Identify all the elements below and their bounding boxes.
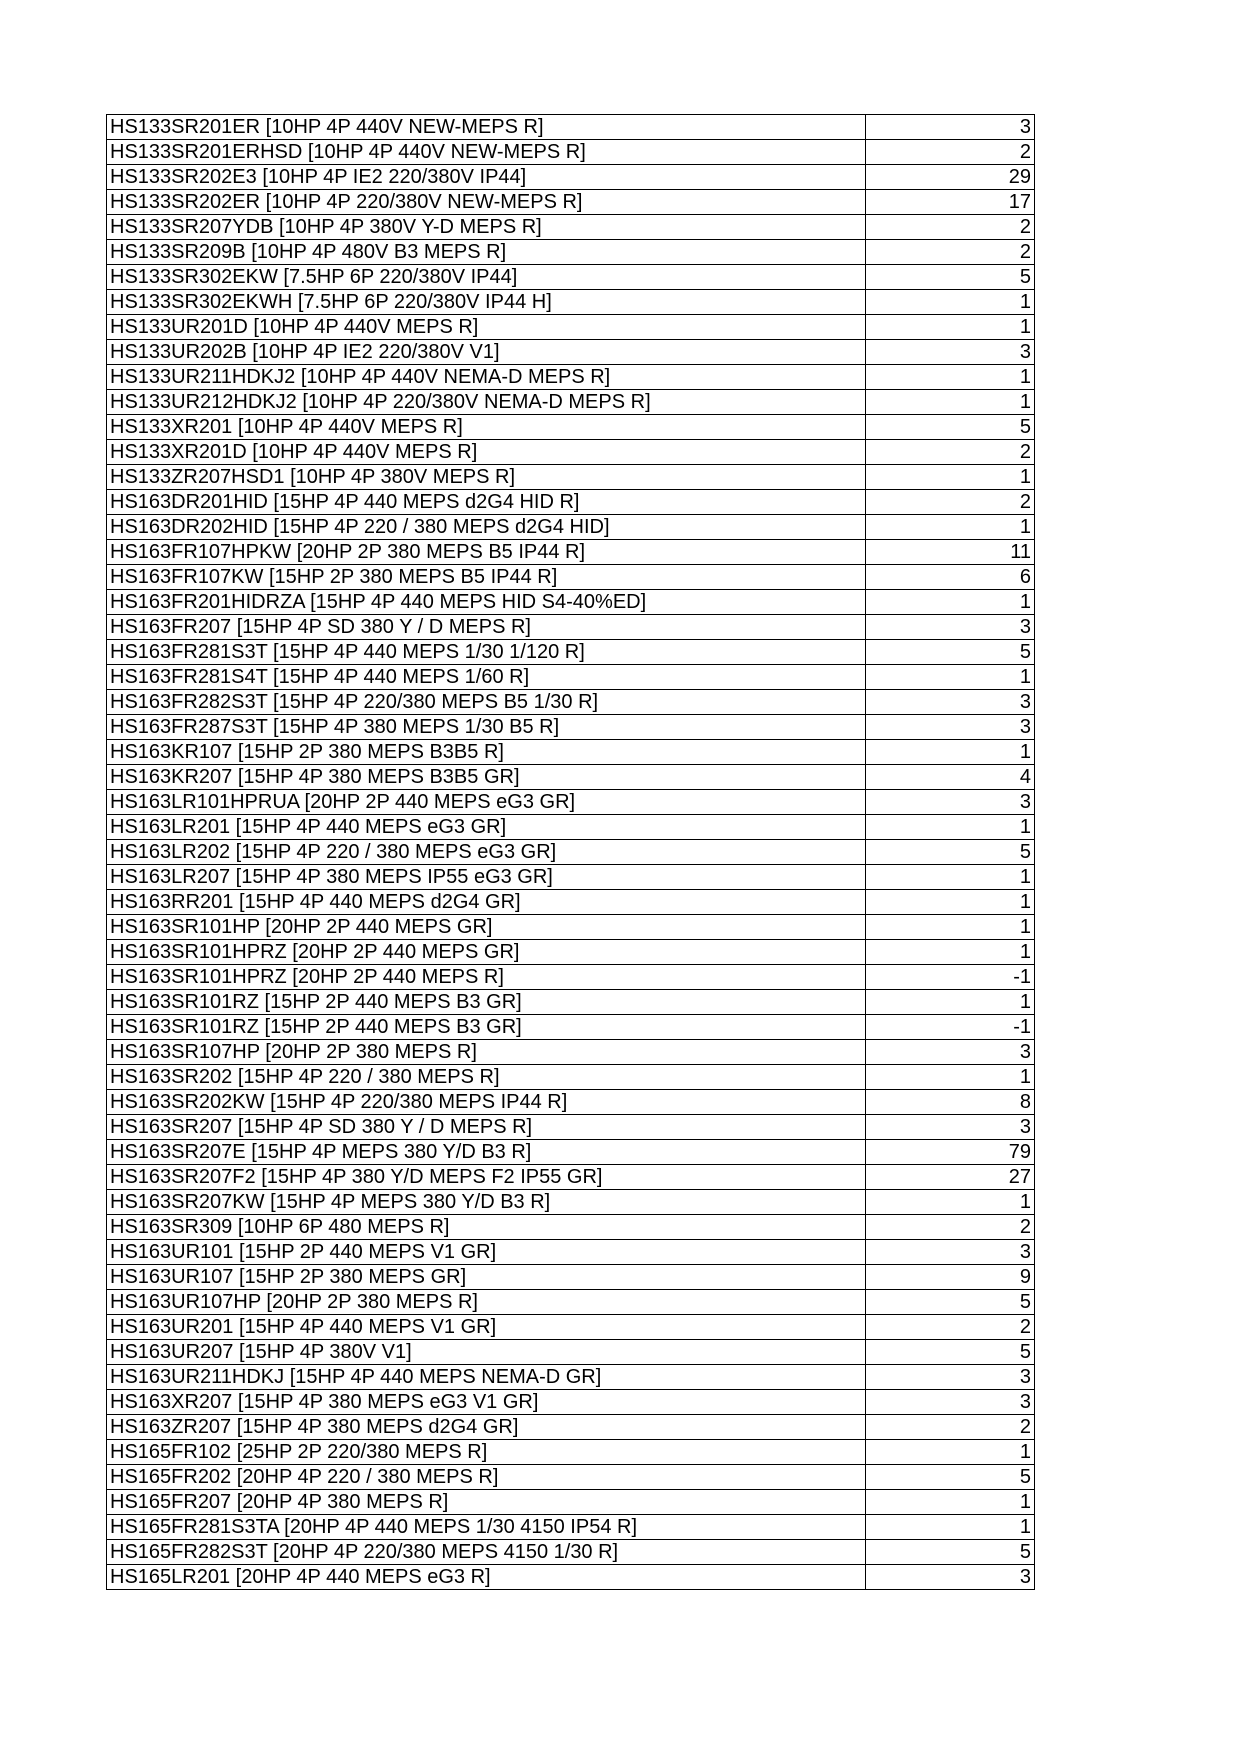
item-description-cell: HS163SR107HP [20HP 2P 380 MEPS R] — [107, 1040, 866, 1065]
table-row — [107, 1240, 1035, 1265]
quantity-cell: 5 — [866, 265, 1035, 290]
quantity-cell: 3 — [866, 715, 1035, 740]
quantity-cell: 1 — [866, 815, 1035, 840]
item-description-cell: HS163FR207 [15HP 4P SD 380 Y / D MEPS R] — [107, 615, 866, 640]
quantity-cell: 11 — [866, 540, 1035, 565]
quantity-cell: 3 — [866, 1565, 1035, 1590]
table-row — [107, 440, 1035, 465]
quantity-cell: 1 — [866, 390, 1035, 415]
quantity-cell: 2 — [866, 440, 1035, 465]
item-description-cell: HS133ZR207HSD1 [10HP 4P 380V MEPS R] — [107, 465, 866, 490]
quantity-cell: 5 — [866, 1340, 1035, 1365]
quantity-cell: 2 — [866, 140, 1035, 165]
table-row — [107, 1415, 1035, 1440]
table-row — [107, 1340, 1035, 1365]
item-description-cell: HS163SR207KW [15HP 4P MEPS 380 Y/D B3 R] — [107, 1190, 866, 1215]
quantity-cell: 1 — [866, 740, 1035, 765]
table-row — [107, 1015, 1035, 1040]
table-row — [107, 1265, 1035, 1290]
item-description-cell: HS165FR281S3TA [20HP 4P 440 MEPS 1/30 4150 IP54 R] — [107, 1515, 866, 1540]
item-description-cell: HS163SR202 [15HP 4P 220 / 380 MEPS R] — [107, 1065, 866, 1090]
table-row — [107, 665, 1035, 690]
item-description-cell: HS163UR107 [15HP 2P 380 MEPS GR] — [107, 1265, 866, 1290]
item-description-cell: HS163SR309 [10HP 6P 480 MEPS R] — [107, 1215, 866, 1240]
item-description-cell: HS165FR207 [20HP 4P 380 MEPS R] — [107, 1490, 866, 1515]
item-description-cell: HS163LR202 [15HP 4P 220 / 380 MEPS eG3 GR] — [107, 840, 866, 865]
item-description-cell: HS163ZR207 [15HP 4P 380 MEPS d2G4 GR] — [107, 1415, 866, 1440]
item-description-cell: HS163SR207F2 [15HP 4P 380 Y/D MEPS F2 IP55 GR] — [107, 1165, 866, 1190]
table-row — [107, 865, 1035, 890]
table-row — [107, 1165, 1035, 1190]
table-row — [107, 340, 1035, 365]
table-row — [107, 790, 1035, 815]
table-row — [107, 1515, 1035, 1540]
inventory-table-body — [107, 115, 1035, 1590]
quantity-cell: 3 — [866, 340, 1035, 365]
item-description-cell: HS133SR202ER [10HP 4P 220/380V NEW-MEPS R] — [107, 190, 866, 215]
item-description-cell: HS133UR202B [10HP 4P IE2 220/380V V1] — [107, 340, 866, 365]
quantity-cell: 3 — [866, 790, 1035, 815]
table-row — [107, 890, 1035, 915]
table-row — [107, 315, 1035, 340]
item-description-cell: HS133SR201ERHSD [10HP 4P 440V NEW-MEPS R] — [107, 140, 866, 165]
table-row — [107, 165, 1035, 190]
item-description-cell: HS163FR281S3T [15HP 4P 440 MEPS 1/30 1/120 R] — [107, 640, 866, 665]
quantity-cell: 1 — [866, 1190, 1035, 1215]
item-description-cell: HS163UR211HDKJ [15HP 4P 440 MEPS NEMA-D GR] — [107, 1365, 866, 1390]
item-description-cell: HS163KR107 [15HP 2P 380 MEPS B3B5 R] — [107, 740, 866, 765]
table-row — [107, 1540, 1035, 1565]
quantity-cell: 5 — [866, 415, 1035, 440]
quantity-cell: 3 — [866, 1115, 1035, 1140]
item-description-cell: HS163UR201 [15HP 4P 440 MEPS V1 GR] — [107, 1315, 866, 1340]
quantity-cell: -1 — [866, 1015, 1035, 1040]
quantity-cell: 1 — [866, 1440, 1035, 1465]
quantity-cell: 4 — [866, 765, 1035, 790]
quantity-cell: 5 — [866, 1290, 1035, 1315]
table-row — [107, 290, 1035, 315]
item-description-cell: HS133SR207YDB [10HP 4P 380V Y-D MEPS R] — [107, 215, 866, 240]
quantity-cell: 3 — [866, 1240, 1035, 1265]
table-row — [107, 615, 1035, 640]
table-row — [107, 265, 1035, 290]
item-description-cell: HS163SR101HP [20HP 2P 440 MEPS GR] — [107, 915, 866, 940]
quantity-cell: 2 — [866, 490, 1035, 515]
table-row — [107, 1490, 1035, 1515]
item-description-cell: HS163SR101HPRZ [20HP 2P 440 MEPS GR] — [107, 940, 866, 965]
table-row — [107, 240, 1035, 265]
item-description-cell: HS133SR201ER [10HP 4P 440V NEW-MEPS R] — [107, 115, 866, 140]
item-description-cell: HS165FR102 [25HP 2P 220/380 MEPS R] — [107, 1440, 866, 1465]
quantity-cell: 3 — [866, 1040, 1035, 1065]
item-description-cell: HS163SR207 [15HP 4P SD 380 Y / D MEPS R] — [107, 1115, 866, 1140]
quantity-cell: 29 — [866, 165, 1035, 190]
quantity-cell: 1 — [866, 590, 1035, 615]
quantity-cell: 3 — [866, 1390, 1035, 1415]
quantity-cell: 1 — [866, 1490, 1035, 1515]
table-row — [107, 215, 1035, 240]
quantity-cell: -1 — [866, 965, 1035, 990]
quantity-cell: 1 — [866, 665, 1035, 690]
quantity-cell: 1 — [866, 465, 1035, 490]
quantity-cell: 1 — [866, 365, 1035, 390]
table-row — [107, 515, 1035, 540]
table-row — [107, 990, 1035, 1015]
quantity-cell: 1 — [866, 515, 1035, 540]
table-row — [107, 115, 1035, 140]
inventory-table — [106, 114, 1035, 1590]
table-row — [107, 815, 1035, 840]
quantity-cell: 1 — [866, 890, 1035, 915]
item-description-cell: HS133SR302EKWH [7.5HP 6P 220/380V IP44 H] — [107, 290, 866, 315]
table-row — [107, 1565, 1035, 1590]
quantity-cell: 8 — [866, 1090, 1035, 1115]
item-description-cell: HS163LR201 [15HP 4P 440 MEPS eG3 GR] — [107, 815, 866, 840]
item-description-cell: HS163FR201HIDRZA [15HP 4P 440 MEPS HID S4-40%ED] — [107, 590, 866, 615]
item-description-cell: HS163UR101 [15HP 2P 440 MEPS V1 GR] — [107, 1240, 866, 1265]
table-row — [107, 1390, 1035, 1415]
table-row — [107, 140, 1035, 165]
table-row — [107, 1365, 1035, 1390]
quantity-cell: 79 — [866, 1140, 1035, 1165]
table-row — [107, 1315, 1035, 1340]
table-row — [107, 590, 1035, 615]
table-row — [107, 1215, 1035, 1240]
table-row — [107, 715, 1035, 740]
item-description-cell: HS133UR201D [10HP 4P 440V MEPS R] — [107, 315, 866, 340]
table-row — [107, 1115, 1035, 1140]
item-description-cell: HS133SR302EKW [7.5HP 6P 220/380V IP44] — [107, 265, 866, 290]
table-row — [107, 690, 1035, 715]
quantity-cell: 3 — [866, 690, 1035, 715]
quantity-cell: 1 — [866, 915, 1035, 940]
quantity-cell: 1 — [866, 315, 1035, 340]
quantity-cell: 1 — [866, 290, 1035, 315]
item-description-cell: HS133UR211HDKJ2 [10HP 4P 440V NEMA-D MEPS R] — [107, 365, 866, 390]
item-description-cell: HS163FR282S3T [15HP 4P 220/380 MEPS B5 1/30 R] — [107, 690, 866, 715]
item-description-cell: HS163XR207 [15HP 4P 380 MEPS eG3 V1 GR] — [107, 1390, 866, 1415]
quantity-cell: 3 — [866, 115, 1035, 140]
item-description-cell: HS165FR202 [20HP 4P 220 / 380 MEPS R] — [107, 1465, 866, 1490]
item-description-cell: HS163FR281S4T [15HP 4P 440 MEPS 1/60 R] — [107, 665, 866, 690]
table-row — [107, 1090, 1035, 1115]
table-row — [107, 490, 1035, 515]
quantity-cell: 9 — [866, 1265, 1035, 1290]
quantity-cell: 5 — [866, 1465, 1035, 1490]
table-row — [107, 765, 1035, 790]
quantity-cell: 1 — [866, 865, 1035, 890]
item-description-cell: HS163SR207E [15HP 4P MEPS 380 Y/D B3 R] — [107, 1140, 866, 1165]
item-description-cell: HS163DR202HID [15HP 4P 220 / 380 MEPS d2G4 HID] — [107, 515, 866, 540]
item-description-cell: HS163SR202KW [15HP 4P 220/380 MEPS IP44 R] — [107, 1090, 866, 1115]
quantity-cell: 1 — [866, 1515, 1035, 1540]
quantity-cell: 5 — [866, 840, 1035, 865]
quantity-cell: 3 — [866, 1365, 1035, 1390]
quantity-cell: 3 — [866, 615, 1035, 640]
table-row — [107, 640, 1035, 665]
table-row — [107, 740, 1035, 765]
quantity-cell: 1 — [866, 940, 1035, 965]
item-description-cell: HS133SR202E3 [10HP 4P IE2 220/380V IP44] — [107, 165, 866, 190]
item-description-cell: HS163SR101HPRZ [20HP 2P 440 MEPS R] — [107, 965, 866, 990]
table-row — [107, 415, 1035, 440]
item-description-cell: HS133SR209B [10HP 4P 480V B3 MEPS R] — [107, 240, 866, 265]
table-row — [107, 965, 1035, 990]
table-row — [107, 1190, 1035, 1215]
item-description-cell: HS133XR201D [10HP 4P 440V MEPS R] — [107, 440, 866, 465]
table-row — [107, 940, 1035, 965]
item-description-cell: HS163FR107KW [15HP 2P 380 MEPS B5 IP44 R] — [107, 565, 866, 590]
item-description-cell: HS133UR212HDKJ2 [10HP 4P 220/380V NEMA-D MEPS R] — [107, 390, 866, 415]
item-description-cell: HS163RR201 [15HP 4P 440 MEPS d2G4 GR] — [107, 890, 866, 915]
item-description-cell: HS165FR282S3T [20HP 4P 220/380 MEPS 4150 1/30 R] — [107, 1540, 866, 1565]
quantity-cell: 1 — [866, 990, 1035, 1015]
item-description-cell: HS163KR207 [15HP 4P 380 MEPS B3B5 GR] — [107, 765, 866, 790]
quantity-cell: 17 — [866, 190, 1035, 215]
quantity-cell: 2 — [866, 1415, 1035, 1440]
item-description-cell: HS163FR287S3T [15HP 4P 380 MEPS 1/30 B5 R] — [107, 715, 866, 740]
item-description-cell: HS133XR201 [10HP 4P 440V MEPS R] — [107, 415, 866, 440]
table-row — [107, 565, 1035, 590]
quantity-cell: 5 — [866, 640, 1035, 665]
table-row — [107, 1440, 1035, 1465]
table-row — [107, 465, 1035, 490]
item-description-cell: HS165LR201 [20HP 4P 440 MEPS eG3 R] — [107, 1565, 866, 1590]
table-row — [107, 1065, 1035, 1090]
table-row — [107, 1040, 1035, 1065]
quantity-cell: 5 — [866, 1540, 1035, 1565]
item-description-cell: HS163SR101RZ [15HP 2P 440 MEPS B3 GR] — [107, 1015, 866, 1040]
quantity-cell: 2 — [866, 1215, 1035, 1240]
table-row — [107, 390, 1035, 415]
table-row — [107, 1140, 1035, 1165]
table-row — [107, 540, 1035, 565]
table-row — [107, 1465, 1035, 1490]
item-description-cell: HS163LR207 [15HP 4P 380 MEPS IP55 eG3 GR] — [107, 865, 866, 890]
item-description-cell: HS163LR101HPRUA [20HP 2P 440 MEPS eG3 GR] — [107, 790, 866, 815]
quantity-cell: 27 — [866, 1165, 1035, 1190]
item-description-cell: HS163FR107HPKW [20HP 2P 380 MEPS B5 IP44 R] — [107, 540, 866, 565]
quantity-cell: 6 — [866, 565, 1035, 590]
quantity-cell: 1 — [866, 1065, 1035, 1090]
item-description-cell: HS163DR201HID [15HP 4P 440 MEPS d2G4 HID R] — [107, 490, 866, 515]
table-row — [107, 1290, 1035, 1315]
item-description-cell: HS163UR207 [15HP 4P 380V V1] — [107, 1340, 866, 1365]
table-row — [107, 365, 1035, 390]
item-description-cell: HS163UR107HP [20HP 2P 380 MEPS R] — [107, 1290, 866, 1315]
quantity-cell: 2 — [866, 1315, 1035, 1340]
item-description-cell: HS163SR101RZ [15HP 2P 440 MEPS B3 GR] — [107, 990, 866, 1015]
table-row — [107, 190, 1035, 215]
quantity-cell: 2 — [866, 215, 1035, 240]
table-row — [107, 840, 1035, 865]
quantity-cell: 2 — [866, 240, 1035, 265]
table-row — [107, 915, 1035, 940]
